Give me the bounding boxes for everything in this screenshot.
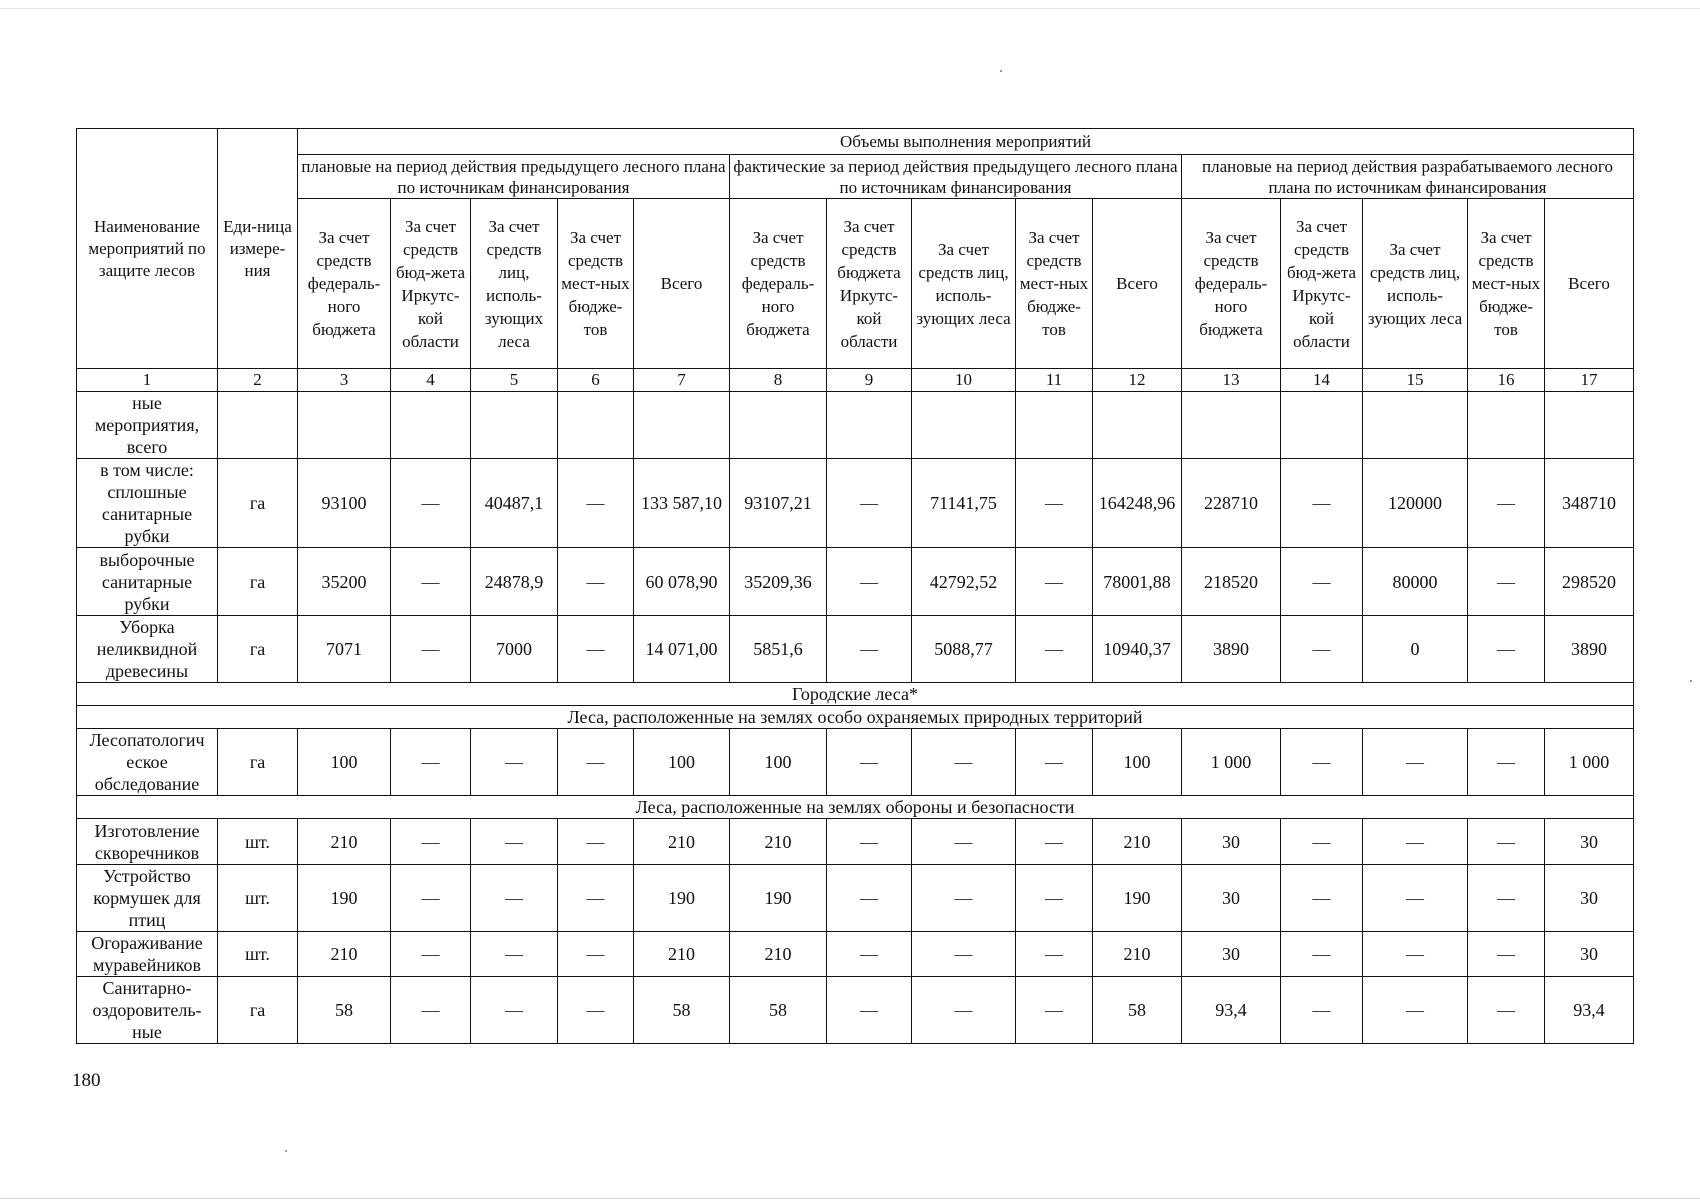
header-row-sources <box>77 199 1634 369</box>
value-cell: 3890 <box>1545 616 1634 683</box>
source-column-header: За счет средств бюджета Иркутс-кой области <box>827 199 912 369</box>
value-cell: — <box>912 729 1016 796</box>
value-cell: 120000 <box>1363 459 1468 548</box>
value-cell: 100 <box>730 729 827 796</box>
value-cell: — <box>912 977 1016 1044</box>
value-cell: — <box>471 932 558 977</box>
unit-cell: шт. <box>218 932 298 977</box>
value-cell: 210 <box>1093 819 1182 865</box>
value-cell: 24878,9 <box>471 548 558 616</box>
value-cell: — <box>827 865 912 932</box>
value-cell: — <box>1468 932 1545 977</box>
value-cell <box>1016 392 1093 459</box>
value-cell: — <box>1281 932 1363 977</box>
activity-name: Уборка неликвидной древесины <box>77 616 218 683</box>
unit-cell: га <box>218 548 298 616</box>
source-column-header: Всего <box>1545 199 1634 369</box>
activity-name: выборочные санитарные рубки <box>77 548 218 616</box>
value-cell: — <box>471 865 558 932</box>
table-row <box>77 459 1634 548</box>
group-header-planned-previous: плановые на период действия предыдущего лесного плана по источникам финансирования <box>298 155 730 199</box>
section-row <box>77 706 1634 729</box>
table-row <box>77 392 1634 459</box>
unit-cell: га <box>218 729 298 796</box>
source-column-header: За счет средств лиц, исполь-зующих леса <box>1363 199 1468 369</box>
value-cell <box>730 392 827 459</box>
value-cell: — <box>1468 548 1545 616</box>
value-cell: — <box>1468 977 1545 1044</box>
value-cell: — <box>1016 977 1093 1044</box>
value-cell: 0 <box>1363 616 1468 683</box>
column-number: 9 <box>827 369 912 392</box>
value-cell: — <box>1016 819 1093 865</box>
volumes-header: Объемы выполнения мероприятий <box>298 129 1634 155</box>
value-cell: 7071 <box>298 616 391 683</box>
value-cell: — <box>1468 729 1545 796</box>
value-cell: — <box>1363 977 1468 1044</box>
value-cell: — <box>391 616 471 683</box>
value-cell: 30 <box>1545 865 1634 932</box>
column-number: 7 <box>634 369 730 392</box>
value-cell: 35209,36 <box>730 548 827 616</box>
source-column-header: Всего <box>634 199 730 369</box>
value-cell: — <box>391 459 471 548</box>
value-cell <box>634 392 730 459</box>
table-row <box>77 616 1634 683</box>
scan-edge-bottom <box>0 1198 1700 1199</box>
value-cell: — <box>1016 865 1093 932</box>
source-column-header: За счет средств мест-ных бюдже-тов <box>1016 199 1093 369</box>
value-cell: — <box>1281 616 1363 683</box>
value-cell: 348710 <box>1545 459 1634 548</box>
value-cell: 71141,75 <box>912 459 1016 548</box>
source-column-header: За счет средств федераль-ного бюджета <box>730 199 827 369</box>
value-cell: 228710 <box>1182 459 1281 548</box>
value-cell: — <box>827 459 912 548</box>
value-cell: — <box>1468 616 1545 683</box>
unit-cell <box>218 392 298 459</box>
value-cell: 5851,6 <box>730 616 827 683</box>
value-cell: 30 <box>1182 819 1281 865</box>
value-cell: 7000 <box>471 616 558 683</box>
value-cell: — <box>1468 819 1545 865</box>
source-column-header: За счет средств бюд-жета Иркутс-кой области <box>1281 199 1363 369</box>
column-number: 4 <box>391 369 471 392</box>
value-cell: 133 587,10 <box>634 459 730 548</box>
value-cell: — <box>1281 865 1363 932</box>
value-cell <box>1281 392 1363 459</box>
table-row <box>77 865 1634 932</box>
value-cell: — <box>1363 819 1468 865</box>
header-row-groups <box>77 155 1634 199</box>
source-column-header: Всего <box>1093 199 1182 369</box>
forest-protection-table <box>76 128 1634 1044</box>
unit-cell: га <box>218 459 298 548</box>
value-cell: — <box>912 932 1016 977</box>
value-cell: 298520 <box>1545 548 1634 616</box>
value-cell: 58 <box>634 977 730 1044</box>
value-cell: — <box>827 932 912 977</box>
column-number: 15 <box>1363 369 1468 392</box>
unit-column-header: Еди-ница измере-ния <box>218 129 298 369</box>
value-cell: — <box>1281 977 1363 1044</box>
value-cell: — <box>1016 932 1093 977</box>
value-cell: — <box>391 729 471 796</box>
table-body <box>77 129 1634 1044</box>
value-cell: — <box>558 977 634 1044</box>
page-number: 180 <box>72 1070 101 1091</box>
unit-cell: га <box>218 977 298 1044</box>
value-cell: — <box>1016 616 1093 683</box>
activity-name: Санитарно-оздоровитель-ные <box>77 977 218 1044</box>
value-cell <box>827 392 912 459</box>
value-cell: 210 <box>730 819 827 865</box>
column-number: 1 <box>77 369 218 392</box>
value-cell: 100 <box>1093 729 1182 796</box>
scan-edge-top <box>0 8 1700 9</box>
activity-name: Лесопатологич еское обследование <box>77 729 218 796</box>
value-cell: — <box>391 548 471 616</box>
scan-speck <box>285 1150 287 1152</box>
value-cell: — <box>1281 548 1363 616</box>
value-cell: 40487,1 <box>471 459 558 548</box>
value-cell: 5088,77 <box>912 616 1016 683</box>
value-cell: 1 000 <box>1545 729 1634 796</box>
section-city-forests: Городские леса* <box>77 683 1634 706</box>
value-cell: — <box>558 729 634 796</box>
value-cell: — <box>471 729 558 796</box>
value-cell: 190 <box>1093 865 1182 932</box>
value-cell: 80000 <box>1363 548 1468 616</box>
unit-cell: шт. <box>218 819 298 865</box>
source-column-header: За счет средств лиц, исполь-зующих леса <box>471 199 558 369</box>
value-cell: 42792,52 <box>912 548 1016 616</box>
value-cell: — <box>1363 932 1468 977</box>
value-cell: — <box>827 819 912 865</box>
value-cell: — <box>558 548 634 616</box>
value-cell: 58 <box>298 977 391 1044</box>
table-row <box>77 932 1634 977</box>
value-cell: 210 <box>298 819 391 865</box>
value-cell: 78001,88 <box>1093 548 1182 616</box>
value-cell: — <box>471 977 558 1044</box>
value-cell: — <box>912 865 1016 932</box>
value-cell: 30 <box>1545 932 1634 977</box>
column-number: 2 <box>218 369 298 392</box>
value-cell: — <box>827 616 912 683</box>
value-cell: 210 <box>730 932 827 977</box>
value-cell: — <box>1281 459 1363 548</box>
unit-cell: га <box>218 616 298 683</box>
value-cell: — <box>558 459 634 548</box>
value-cell: — <box>1016 548 1093 616</box>
value-cell: 58 <box>730 977 827 1044</box>
value-cell: — <box>558 616 634 683</box>
value-cell: 210 <box>1093 932 1182 977</box>
column-number: 17 <box>1545 369 1634 392</box>
value-cell: — <box>1468 459 1545 548</box>
value-cell: 210 <box>634 819 730 865</box>
group-header-actual-previous: фактические за период действия предыдущего лесного плана по источникам финансирования <box>730 155 1182 199</box>
source-column-header: За счет средств федераль-ного бюджета <box>298 199 391 369</box>
value-cell <box>298 392 391 459</box>
value-cell <box>1182 392 1281 459</box>
value-cell: 35200 <box>298 548 391 616</box>
source-column-header: За счет средств мест-ных бюдже-тов <box>558 199 634 369</box>
activity-name: Устройство кормушек для птиц <box>77 865 218 932</box>
value-cell <box>558 392 634 459</box>
activity-name: ные мероприятия, всего <box>77 392 218 459</box>
value-cell: — <box>827 729 912 796</box>
column-number: 16 <box>1468 369 1545 392</box>
value-cell: — <box>391 977 471 1044</box>
value-cell <box>471 392 558 459</box>
value-cell: 210 <box>634 932 730 977</box>
column-number: 13 <box>1182 369 1281 392</box>
section-row <box>77 683 1634 706</box>
value-cell: 30 <box>1182 865 1281 932</box>
value-cell <box>912 392 1016 459</box>
value-cell: 100 <box>298 729 391 796</box>
table-row <box>77 729 1634 796</box>
value-cell: 3890 <box>1182 616 1281 683</box>
table-row <box>77 977 1634 1044</box>
value-cell: 60 078,90 <box>634 548 730 616</box>
value-cell <box>391 392 471 459</box>
value-cell: 190 <box>730 865 827 932</box>
value-cell: — <box>1281 729 1363 796</box>
value-cell: — <box>391 819 471 865</box>
table-row <box>77 819 1634 865</box>
section-protected-areas: Леса, расположенные на землях особо охраняемых природных территорий <box>77 706 1634 729</box>
section-row <box>77 796 1634 819</box>
activity-name: Изготовление скворечников <box>77 819 218 865</box>
value-cell <box>1545 392 1634 459</box>
value-cell: 30 <box>1545 819 1634 865</box>
column-number: 3 <box>298 369 391 392</box>
value-cell: 93,4 <box>1545 977 1634 1044</box>
value-cell: 210 <box>298 932 391 977</box>
value-cell: 30 <box>1182 932 1281 977</box>
value-cell <box>1363 392 1468 459</box>
value-cell: — <box>827 548 912 616</box>
column-number: 5 <box>471 369 558 392</box>
table-row <box>77 548 1634 616</box>
value-cell: 1 000 <box>1182 729 1281 796</box>
scan-speck <box>1690 680 1692 682</box>
value-cell: — <box>391 932 471 977</box>
value-cell: 10940,37 <box>1093 616 1182 683</box>
value-cell: — <box>1281 819 1363 865</box>
source-column-header: За счет средств бюд-жета Иркутс-кой области <box>391 199 471 369</box>
value-cell: — <box>471 819 558 865</box>
value-cell: 100 <box>634 729 730 796</box>
column-number: 8 <box>730 369 827 392</box>
value-cell: — <box>558 819 634 865</box>
column-number-row <box>77 369 1634 392</box>
value-cell: 93100 <box>298 459 391 548</box>
value-cell: — <box>1016 729 1093 796</box>
value-cell <box>1093 392 1182 459</box>
value-cell: — <box>1363 865 1468 932</box>
name-column-header: Наименование мероприятий по защите лесов <box>77 129 218 369</box>
section-defense-lands: Леса, расположенные на землях обороны и безопасности <box>77 796 1634 819</box>
column-number: 12 <box>1093 369 1182 392</box>
value-cell: 190 <box>634 865 730 932</box>
unit-cell: шт. <box>218 865 298 932</box>
value-cell: 14 071,00 <box>634 616 730 683</box>
value-cell: 218520 <box>1182 548 1281 616</box>
value-cell: 93107,21 <box>730 459 827 548</box>
source-column-header: За счет средств мест-ных бюдже-тов <box>1468 199 1545 369</box>
column-number: 14 <box>1281 369 1363 392</box>
source-column-header: За счет средств федераль-ного бюджета <box>1182 199 1281 369</box>
column-number: 11 <box>1016 369 1093 392</box>
column-number: 6 <box>558 369 634 392</box>
activity-name: в том числе: сплошные санитарные рубки <box>77 459 218 548</box>
value-cell: — <box>1363 729 1468 796</box>
value-cell: — <box>1016 459 1093 548</box>
group-header-planned-new: плановые на период действия разрабатываемого лесного плана по источникам финансирования <box>1182 155 1634 199</box>
value-cell: — <box>912 819 1016 865</box>
source-column-header: За счет средств лиц, исполь-зующих леса <box>912 199 1016 369</box>
column-number: 10 <box>912 369 1016 392</box>
value-cell: — <box>827 977 912 1044</box>
value-cell: — <box>558 932 634 977</box>
value-cell: 190 <box>298 865 391 932</box>
value-cell: — <box>558 865 634 932</box>
scan-speck <box>1000 70 1002 72</box>
value-cell: 93,4 <box>1182 977 1281 1044</box>
activity-name: Огораживание муравейников <box>77 932 218 977</box>
value-cell: 58 <box>1093 977 1182 1044</box>
value-cell <box>1468 392 1545 459</box>
value-cell: — <box>1468 865 1545 932</box>
value-cell: 164248,96 <box>1093 459 1182 548</box>
value-cell: — <box>391 865 471 932</box>
header-row-volumes <box>77 129 1634 155</box>
